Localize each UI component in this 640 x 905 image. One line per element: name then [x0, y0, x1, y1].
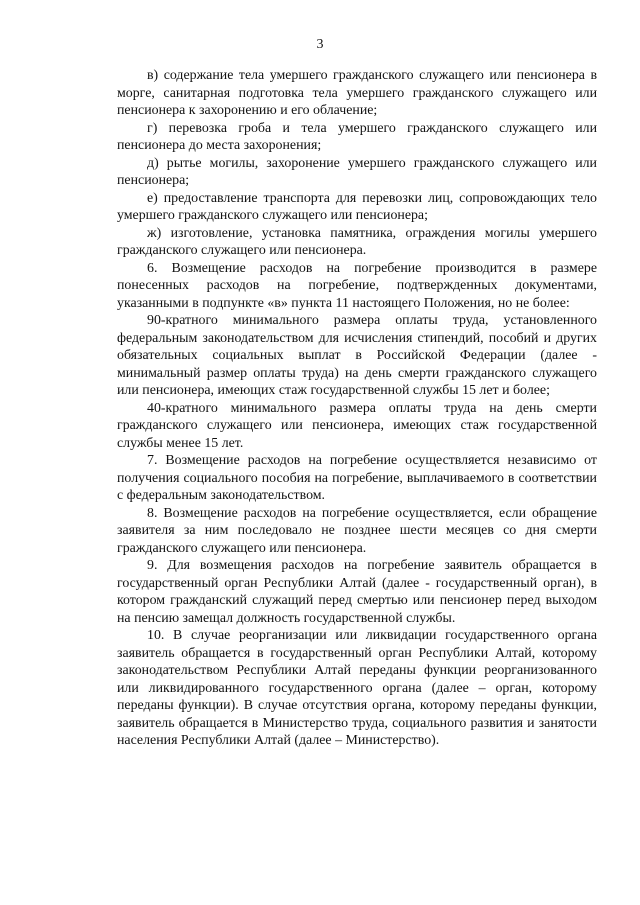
paragraph-90-fold: 90-кратного минимального размера оплаты труда, установленного федеральным законодательством для исчисления стипендий, пособий и других обязательных социальных выплат в Российской Федерации (далее - минимальный размер оплаты труда) на день смерти гражданского служащего или пенсионера, имеющих стаж государственной службы 15 лет и более; [117, 313, 597, 398]
page-number: 3 [316, 37, 324, 52]
paragraph-clause-7: 7. Возмещение расходов на погребение осуществляется независимо от получения социального пособия на погребение, выплачиваемого в соответствии с федеральным законодательством. [117, 453, 597, 503]
paragraph-item-g: г) перевозка гроба и тела умершего гражданского служащего или пенсионера до места захоронения; [117, 120, 597, 153]
paragraph-clause-9: 9. Для возмещения расходов на погребение заявитель обращается в государственный орган Республики Алтай (далее - государственный орган), в котором гражданский служащий перед смертью или пенсионер перед выходом на пенсию замещал должность государственной службы. [117, 558, 597, 626]
paragraph-clause-10: 10. В случае реорганизации или ликвидации государственного органа заявитель обращается в государственный орган Республики Алтай, которому законодательством Республики Алтай переданы функции реорганизованного или ликвидированного государственного органа (далее – орган, которому переданы функции). В случае отсутствия органа, которому переданы функции, заявитель обращается в Министерство труда, социального развития и занятости населения Республики Алтай (далее – Министерство). [117, 628, 597, 748]
paragraph-item-e: е) предоставление транспорта для перевозки лиц, сопровождающих тело умершего гражданского служащего или пенсионера; [117, 190, 597, 223]
paragraph-clause-8: 8. Возмещение расходов на погребение осуществляется, если обращение заявителя за ним последовало не позднее шести месяцев со дня смерти гражданского служащего или пенсионера. [117, 505, 597, 556]
document-body [117, 67, 597, 750]
paragraph-item-zh: ж) изготовление, установка памятника, ограждения могилы умершего гражданского служащего или пенсионера. [117, 225, 597, 258]
paragraph-clause-6: 6. Возмещение расходов на погребение производится в размере понесенных расходов на погребение, подтвержденных документами, указанными в подпункте «в» пункта 11 настоящего Положения, но не более: [117, 260, 597, 311]
paragraph-item-d: д) рытье могилы, захоронение умершего гражданского служащего или пенсионера; [117, 155, 597, 188]
paragraph-40-fold: 40-кратного минимального размера оплаты труда на день смерти гражданского служащего или пенсионера, имеющих стаж государственной службы менее 15 лет. [117, 400, 597, 451]
paragraph-item-v: в) содержание тела умершего гражданского служащего или пенсионера в морге, санитарная подготовка тела умершего гражданского служащего или пенсионера к захоронению и его облачение; [117, 68, 597, 118]
